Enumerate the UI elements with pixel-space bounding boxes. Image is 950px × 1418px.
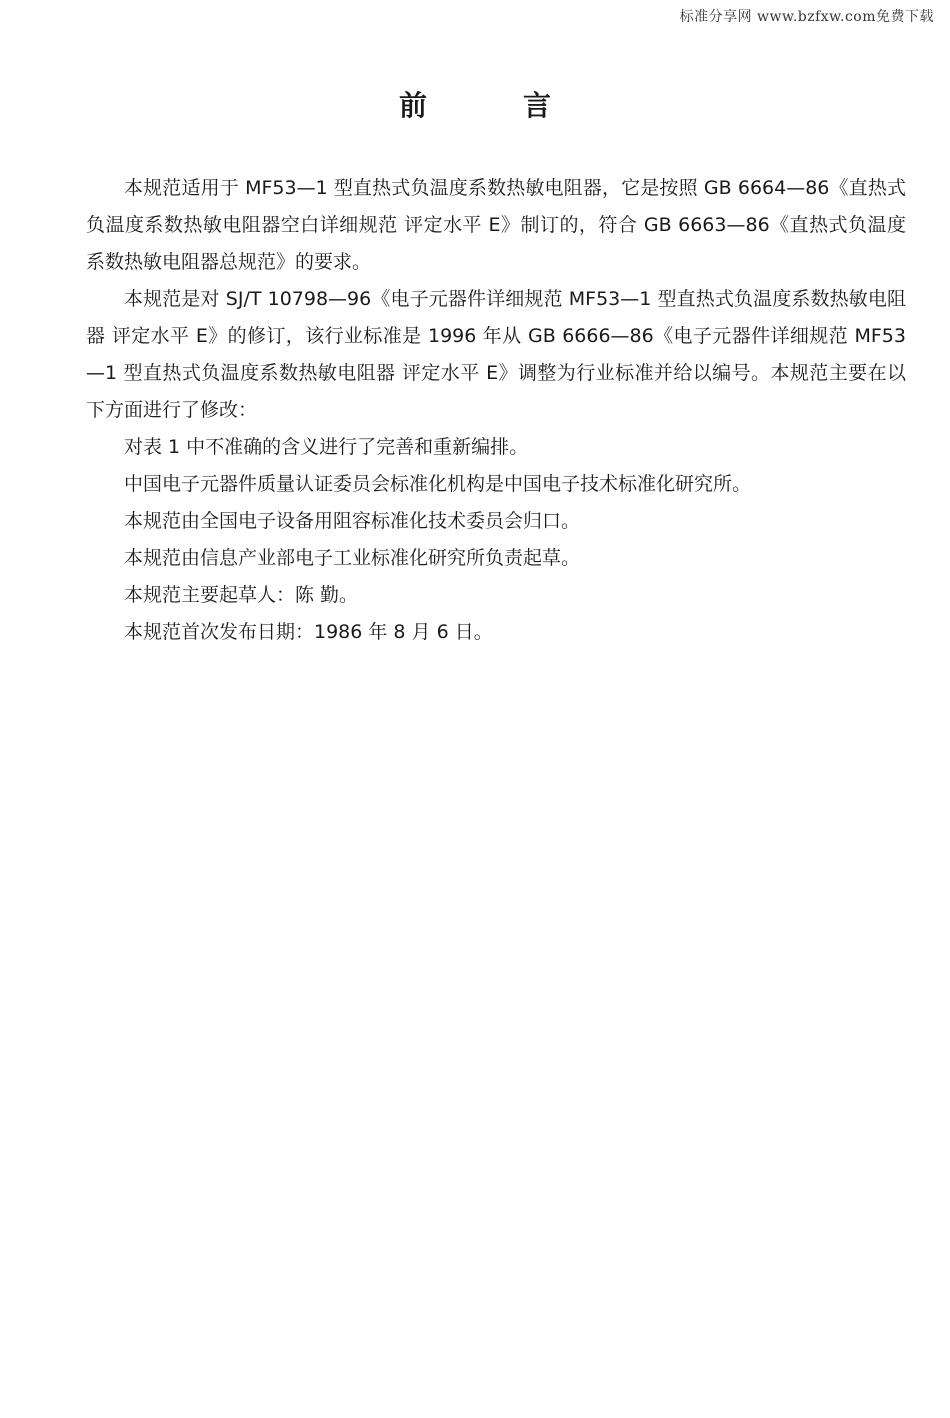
paragraph-drafting-unit: 本规范由信息产业部电子工业标准化研究所负责起草。 <box>124 547 581 569</box>
paragraph-modification: 对表 1 中不准确的含义进行了完善和重新编排。 <box>124 436 529 458</box>
page-title: 前言 <box>398 89 647 122</box>
paragraph-certification-body: 中国电子元器件质量认证委员会标准化机构是中国电子技术标准化研究所。 <box>124 473 752 495</box>
paragraph-revision: 本规范是对 SJ/T 10798—96《电子元器件详细规范 MF53—1 型直热式负温度系数热敏电阻器 评定水平 E》的修订，该行业标准是 1996 年从 GB 6666—86《电子元器件详细规范 MF53—1 型直热式负温度系数热敏电阻器 评定水平 E》调整为行业标准并给以编号。本规范主要在以下方面进行了修改： <box>86 288 906 421</box>
paragraph-first-release: 本规范首次发布日期：1986 年 8 月 6 日。 <box>124 621 493 643</box>
document-body <box>86 170 906 651</box>
paragraph-drafters: 本规范主要起草人：陈 勤。 <box>124 584 359 606</box>
paragraph-committee: 本规范由全国电子设备用阻容标准化技术委员会归口。 <box>124 510 581 532</box>
watermark-text: 标准分享网 www.bzfxw.com免费下载 <box>679 9 934 25</box>
paragraph-scope: 本规范适用于 MF53—1 型直热式负温度系数热敏电阻器，它是按照 GB 6664—86《直热式负温度系数热敏电阻器空白详细规范 评定水平 E》制订的，符合 GB 6663—86《直热式负温度系数热敏电阻器总规范》的要求。 <box>86 177 906 273</box>
